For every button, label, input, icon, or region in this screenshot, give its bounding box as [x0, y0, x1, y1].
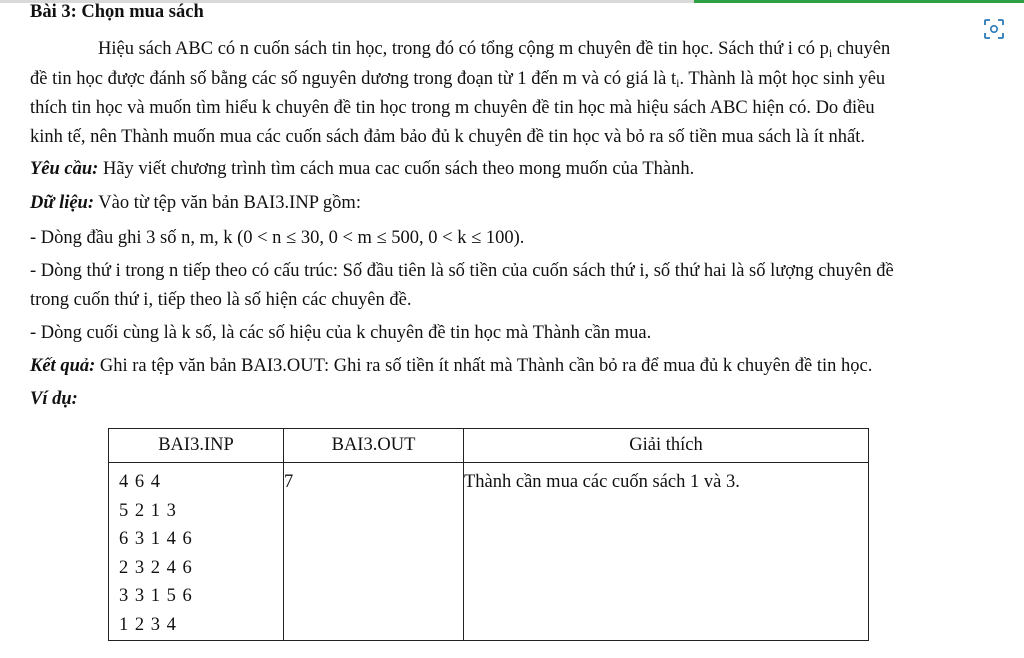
output-line: Kết quả: Ghi ra tệp văn bản BAI3.OUT: Ghi ra số tiền ít nhất mà Thành cần bỏ ra để mua đủ k chuyên đề tin học.	[30, 356, 873, 376]
header-out: BAI3.OUT	[284, 429, 464, 463]
table-row	[109, 463, 869, 641]
progress-accent	[694, 0, 1024, 3]
input-bullet-2-line-2: trong cuốn thứ i, tiếp theo là số hiện các chuyên đề.	[30, 290, 412, 310]
intro-line-4: kinh tế, nên Thành muốn mua các cuốn sách đảm bảo đủ k chuyên đề tin học và bỏ ra số tiền mua sách là ít nhất.	[30, 127, 866, 147]
input-bullet-3: - Dòng cuối cùng là k số, là các số hiệu của k chuyên đề tin học mà Thành cần mua.	[30, 323, 652, 343]
table-header-row	[109, 429, 869, 463]
intro-line-1: Hiệu sách ABC có n cuốn sách tin học, trong đó có tổng cộng m chuyên đề tin học. Sách thứ i có $p_i$ chuyên	[98, 39, 891, 60]
inp-line: 2 3 2 4 6	[119, 557, 193, 578]
requirement-line: Yêu cầu: Hãy viết chương trình tìm cách mua cac cuốn sách theo mong muốn của Thành.	[30, 159, 695, 179]
explanation-cell: Thành cần mua các cuốn sách 1 và 3.	[464, 463, 869, 641]
inp-cell	[109, 463, 284, 641]
out-cell: 7	[284, 463, 464, 641]
intro-line-2: đề tin học được đánh số bằng các số nguyên dương trong đoạn từ 1 đến m và có giá là $t_i$. Thành là một học sinh yêu	[30, 69, 886, 90]
header-inp: BAI3.INP	[109, 429, 284, 463]
example-label: Ví dụ:	[30, 389, 78, 409]
example-table	[108, 428, 869, 641]
inp-line: 1 2 3 4	[119, 614, 177, 635]
inp-line: 6 3 1 4 6	[119, 529, 193, 549]
input-bullet-1: - Dòng đầu ghi 3 số n, m, k (0 < n ≤ 30, 0 < m ≤ 500, 0 < k ≤ 100).	[30, 228, 525, 248]
inp-line: 3 3 1 5 6	[119, 586, 193, 606]
problem-title: Bài 3: Chọn mua sách	[30, 2, 204, 22]
inp-line: 4 6 4	[119, 472, 161, 492]
scan-text-icon[interactable]	[983, 18, 1005, 40]
intro-line-3: thích tin học và muốn tìm hiểu k chuyên đề tin học trong m chuyên đề tin học mà hiệu sách ABC hiện có. Do điều	[30, 98, 875, 118]
input-bullet-2-line-1: - Dòng thứ i trong n tiếp theo có cấu trúc: Số đầu tiên là số tiền của cuốn sách thứ i, số thứ hai là số lượng chuyên đề	[30, 261, 894, 281]
header-explanation: Giải thích	[464, 429, 869, 463]
inp-line: 5 2 1 3	[119, 500, 177, 521]
input-heading: Dữ liệu: Vào từ tệp văn bản BAI3.INP gồm:	[30, 193, 361, 213]
